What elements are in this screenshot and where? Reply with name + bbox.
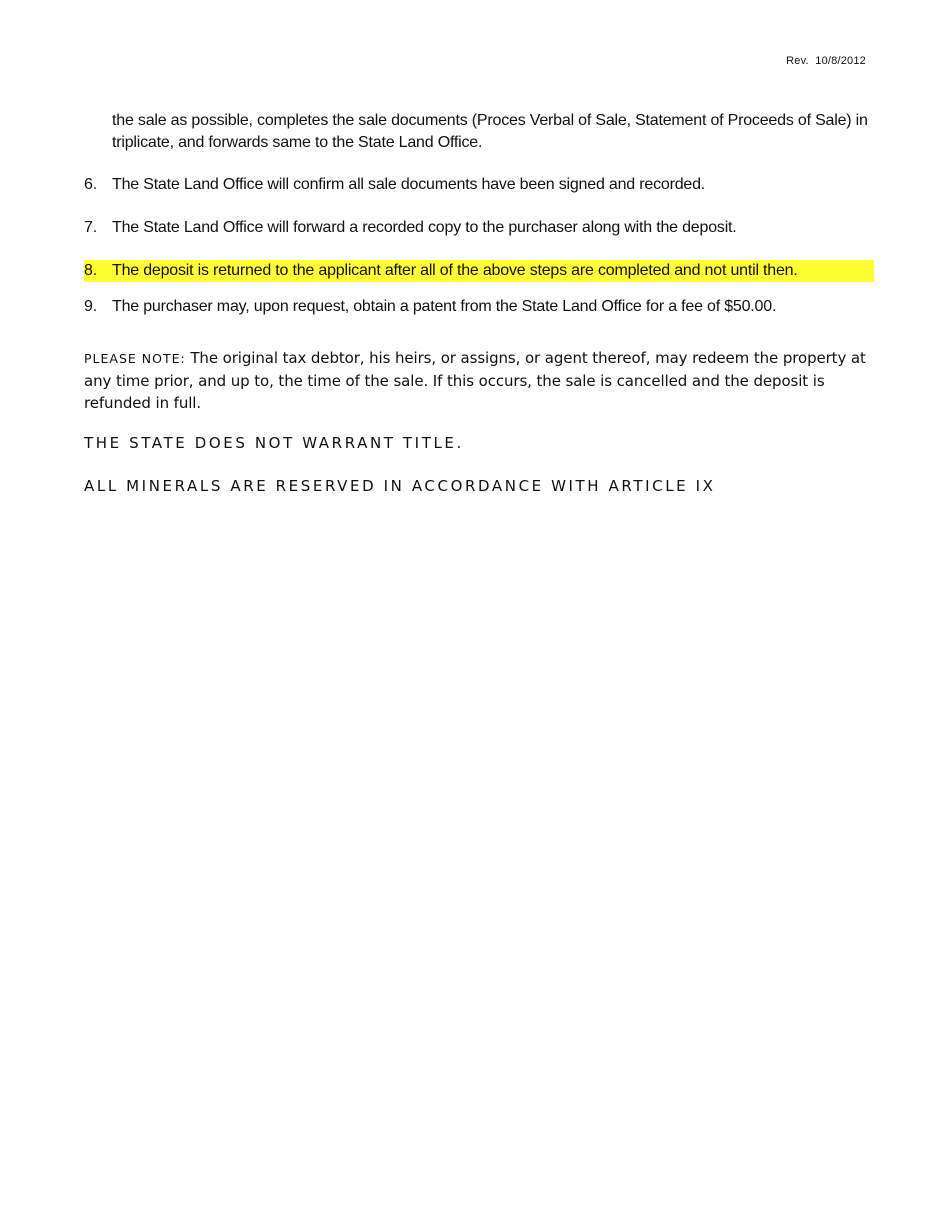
list-item-7 bbox=[84, 217, 874, 239]
list-item-text: The purchaser may, upon request, obtain a patent from the State Land Office for a fee of $50.00. bbox=[112, 298, 777, 315]
list-item-continuation: the sale as possible, completes the sale documents (Proces Verbal of Sale, Statement of Proceeds of Sale) in triplicate, and forwards same to the State Land Office. bbox=[112, 112, 868, 151]
list-item-9 bbox=[84, 296, 874, 318]
title-warranty-statement: THE STATE DOES NOT WARRANT TITLE. bbox=[84, 434, 464, 452]
list-item-6 bbox=[84, 174, 874, 196]
list-item-number: 9. bbox=[84, 298, 97, 315]
please-note-label: PLEASE NOTE: bbox=[84, 351, 186, 366]
list-item-number: 7. bbox=[84, 219, 97, 236]
list-item-text: The State Land Office will forward a recorded copy to the purchaser along with the deposit. bbox=[112, 219, 737, 236]
list-item-number: 8. bbox=[84, 262, 97, 279]
list-item-number: 6. bbox=[84, 176, 97, 193]
please-note-paragraph bbox=[84, 347, 874, 414]
list-item-text: The deposit is returned to the applicant after all of the above steps are completed and not until then. bbox=[112, 262, 798, 279]
revision-date: Rev. 10/8/2012 bbox=[786, 55, 866, 67]
please-note-text: The original tax debtor, his heirs, or assigns, or agent thereof, may redeem the property at any time prior, and up to, the time of the sale. If this occurs, the sale is cancelled and the deposit is refunded in full. bbox=[84, 349, 866, 412]
list-item-8-highlighted bbox=[84, 260, 874, 282]
minerals-reserved-statement: ALL MINERALS ARE RESERVED IN ACCORDANCE WITH ARTICLE IX bbox=[84, 477, 716, 495]
list-item-text: The State Land Office will confirm all sale documents have been signed and recorded. bbox=[112, 176, 706, 193]
procedure-list bbox=[84, 110, 874, 339]
